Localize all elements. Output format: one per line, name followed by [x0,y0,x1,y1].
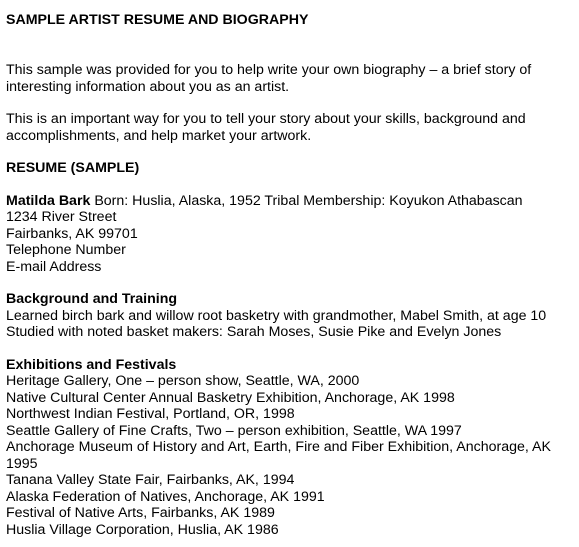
address-line: E-mail Address [6,258,102,275]
exhibition-item: Heritage Gallery, One – person show, Seattle, WA, 2000 [6,373,360,389]
background-heading: Background and Training [6,291,178,307]
document-page [6,12,576,538]
exhibitions-section [6,357,576,539]
exhibition-item: Huslia Village Corporation, Huslia, AK 1986 [6,521,279,538]
contact-section [6,193,576,276]
resume-heading: RESUME (SAMPLE) [6,160,140,176]
exhibition-item: Anchorage Museum of History and Art, Earth, Fire and Fiber Exhibition, Anchorage, AK 1995 [6,439,551,472]
exhibition-item: Northwest Indian Festival, Portland, OR, 1998 [6,406,295,422]
born-info: Born: Huslia, Alaska, 1952 Tribal Membership: Koyukon Athabascan [94,192,523,209]
exhibition-item: Festival of Native Arts, Fairbanks, AK 1989 [6,505,275,521]
address-line: Telephone Number [6,242,126,258]
artist-name: Matilda Bark [6,192,91,209]
intro-paragraph-2: This is an important way for you to tell your story about your skills, background and accomplishments, and help market your artwork. [6,111,526,144]
name-born-line [6,193,576,210]
background-line: Learned birch bark and willow root basketry with grandmother, Mabel Smith, at age 10 [6,307,547,324]
address-line: Fairbanks, AK 99701 [6,225,138,242]
document-title: SAMPLE ARTIST RESUME AND BIOGRAPHY [6,12,309,28]
exhibition-item: Tanana Valley State Fair, Fairbanks, AK, 1994 [6,472,295,488]
exhibition-item: Seattle Gallery of Fine Crafts, Two – person exhibition, Seattle, WA 1997 [6,422,462,439]
address-line: 1234 River Street [6,209,117,225]
intro-paragraph-1: This sample was provided for you to help write your own biography – a brief story of interesting information about you as an artist. [6,62,532,95]
exhibition-item: Alaska Federation of Natives, Anchorage, AK 1991 [6,488,325,505]
exhibitions-heading: Exhibitions and Festivals [6,356,177,373]
exhibition-item: Native Cultural Center Annual Basketry Exhibition, Anchorage, AK 1998 [6,389,455,406]
background-section [6,291,576,341]
background-line: Studied with noted basket makers: Sarah Moses, Susie Pike and Evelyn Jones [6,324,502,340]
